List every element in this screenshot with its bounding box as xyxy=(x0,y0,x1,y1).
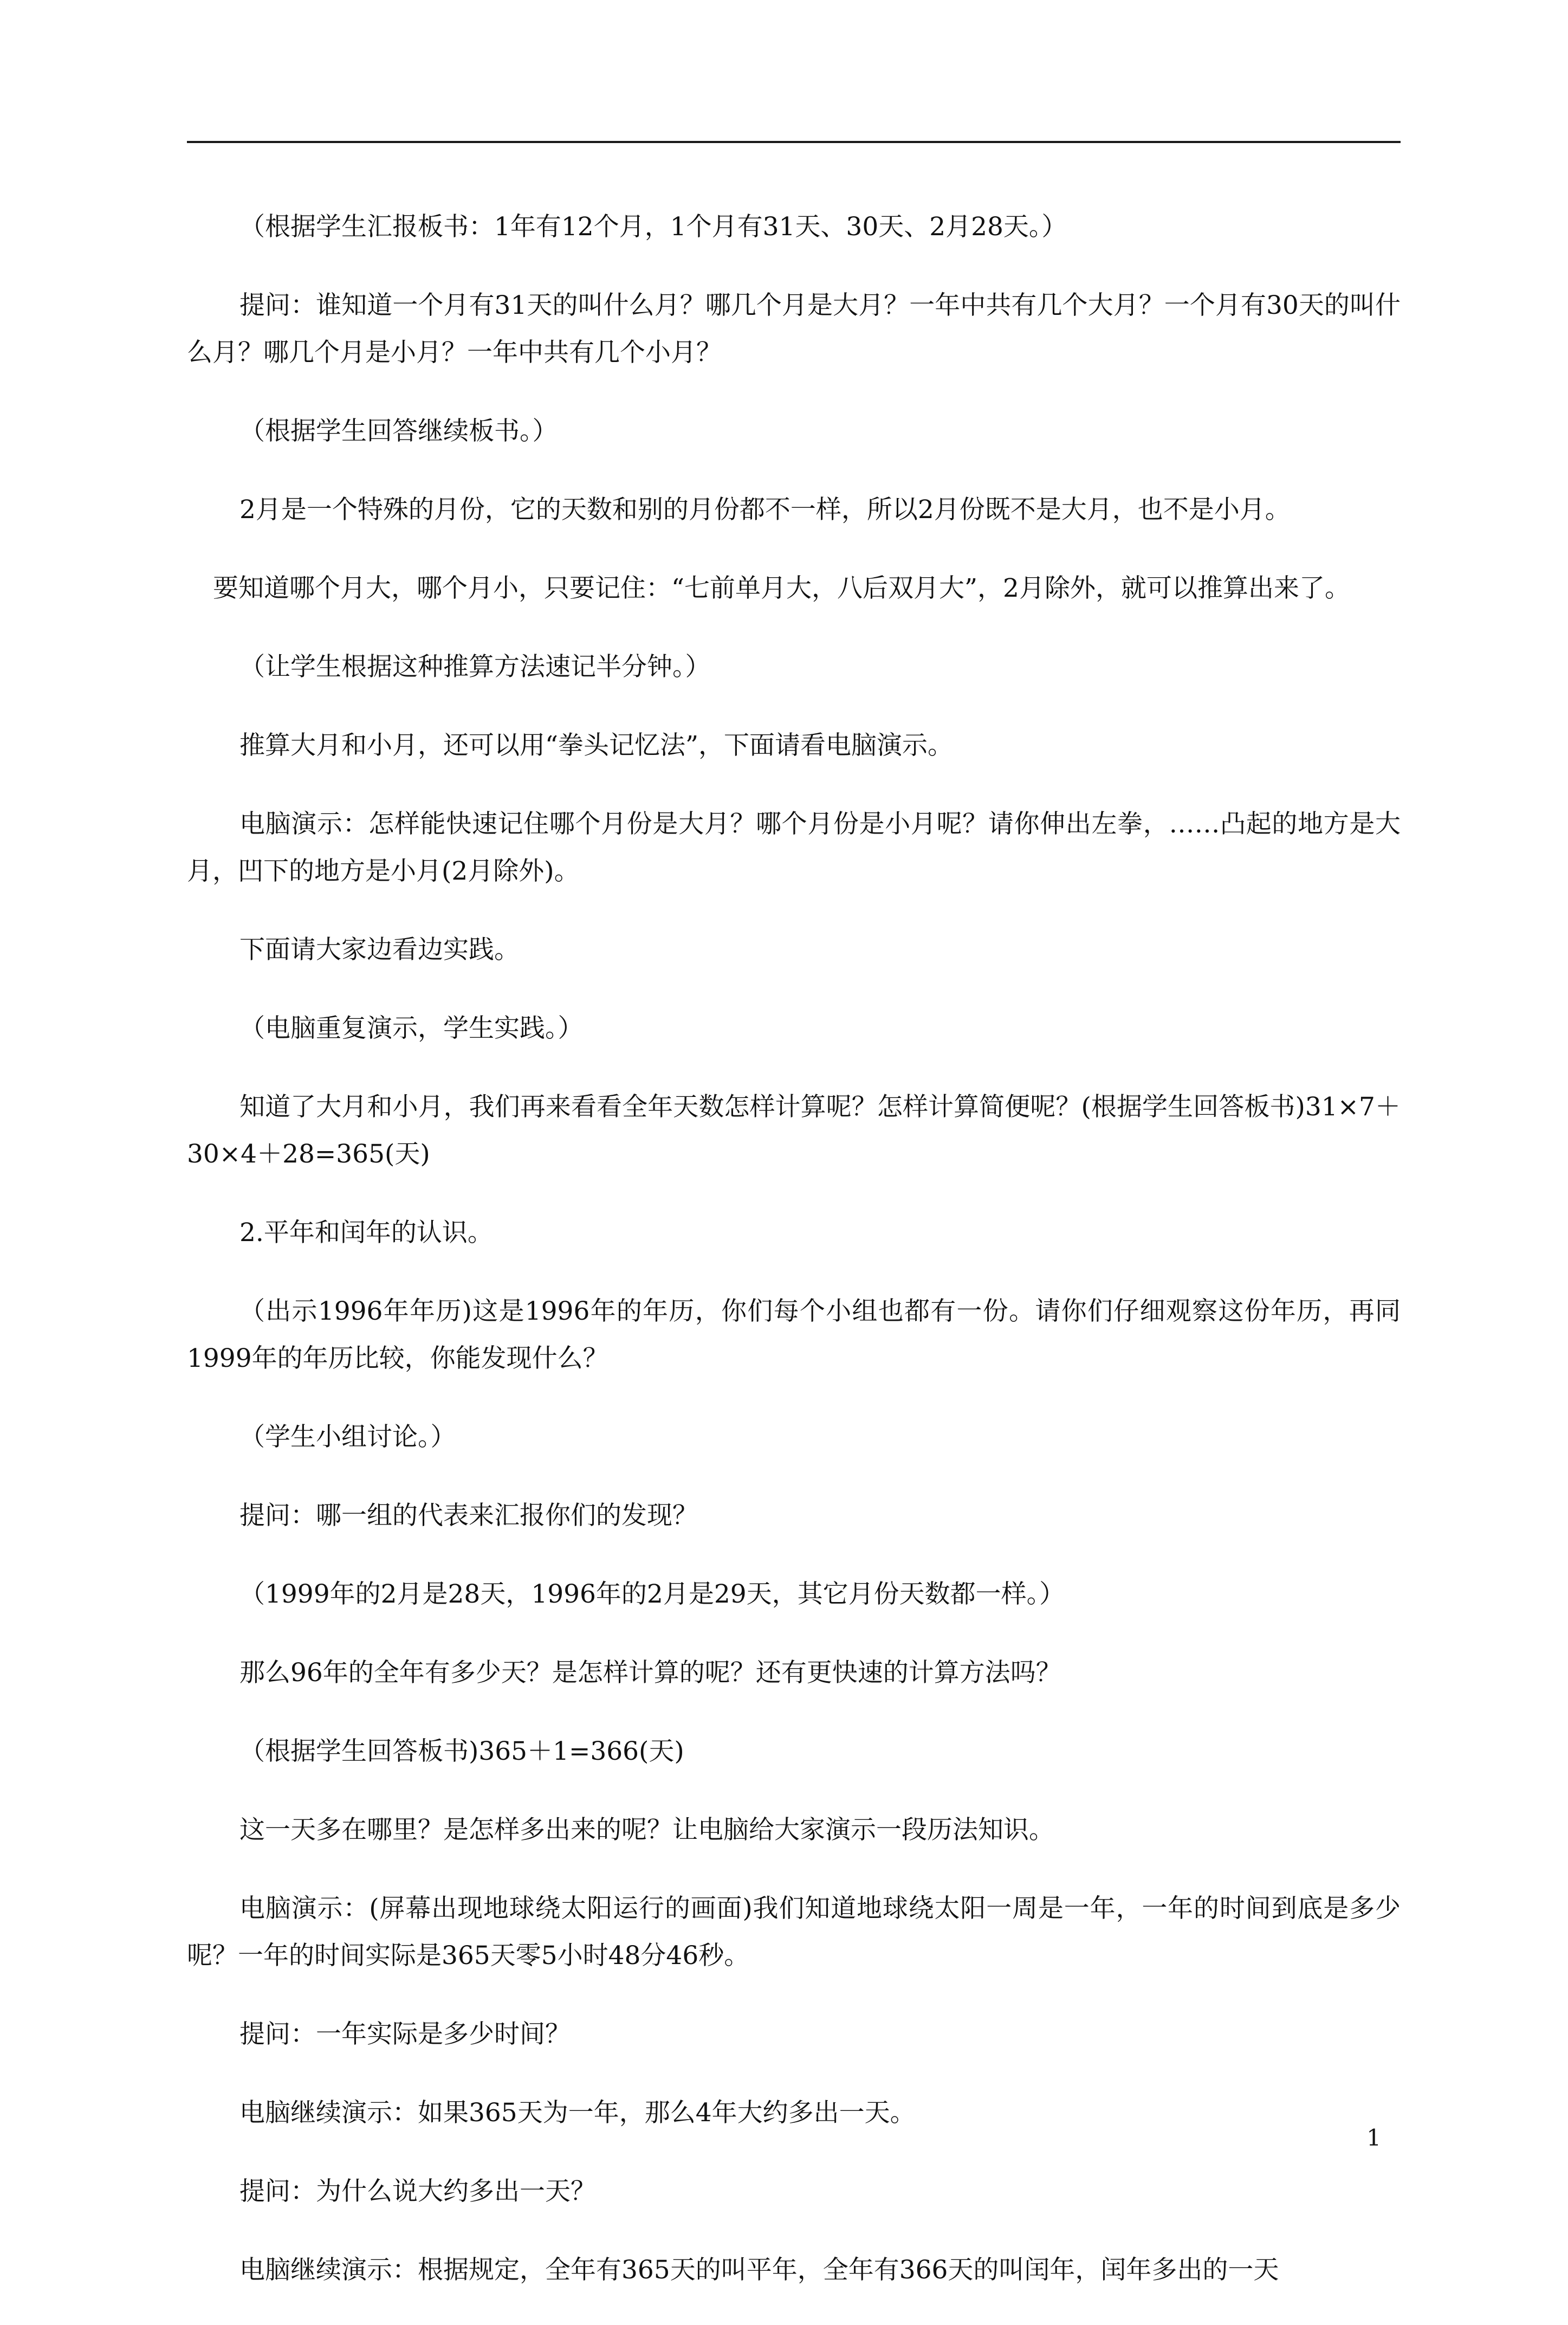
paragraph: 电脑继续演示：如果365天为一年，那么4年大约多出一天。 xyxy=(239,2098,916,2128)
paragraph: （学生小组讨论。） xyxy=(239,1422,456,1452)
paragraph: 提问：哪一组的代表来汇报你们的发现？ xyxy=(239,1501,698,1530)
paragraph: 电脑继续演示：根据规定，全年有365天的叫平年，全年有366天的叫闰年，闰年多出的一天 xyxy=(239,2255,1279,2285)
page-number: 1 xyxy=(1366,2124,1381,2151)
paragraph: 知道了大月和小月，我们再来看看全年天数怎样计算呢？怎样计算简便呢？(根据学生回答板书)31×7＋30×4＋28=365(天) xyxy=(187,1092,1401,1169)
paragraph: 电脑演示：怎样能快速记住哪个月份是大月？哪个月份是小月呢？请你伸出左拳，……凸起的地方是大月，凹下的地方是小月(2月除外)。 xyxy=(187,809,1401,886)
paragraph: （根据学生回答继续板书。） xyxy=(239,416,558,446)
paragraph: （根据学生汇报板书：1年有12个月，1个月有31天、30天、2月28天。） xyxy=(239,212,1067,242)
paragraph: （出示1996年年历)这是1996年的年历，你们每个小组也都有一份。请你们仔细观察这份年历，再同1999年的年历比较，你能发现什么？ xyxy=(187,1296,1401,1373)
paragraph: 电脑演示：(屏幕出现地球绕太阳运行的画面)我们知道地球绕太阳一周是一年，一年的时间到底是多少呢？一年的时间实际是365天零5小时48分46秒。 xyxy=(187,1894,1401,1971)
paragraph: 下面请大家边看边实践。 xyxy=(239,935,520,965)
paragraph: 提问：谁知道一个月有31天的叫什么月？哪几个月是大月？一年中共有几个大月？一个月有30天的叫什么月？哪几个月是小月？一年中共有几个小月？ xyxy=(187,290,1401,367)
paragraph: 推算大月和小月，还可以用“拳头记忆法”，下面请看电脑演示。 xyxy=(239,731,954,760)
paragraph: 要知道哪个月大，哪个月小，只要记住：“七前单月大，八后双月大”，2月除外，就可以推算出来了。 xyxy=(213,573,1350,603)
paragraph: 提问：为什么说大约多出一天？ xyxy=(239,2177,596,2206)
paragraph: （1999年的2月是28天，1996年的2月是29天，其它月份天数都一样。） xyxy=(239,1579,1065,1609)
document-body xyxy=(187,203,1401,2325)
header-rule xyxy=(187,141,1401,143)
paragraph: 那么96年的全年有多少天？是怎样计算的呢？还有更快速的计算方法吗？ xyxy=(239,1658,1061,1688)
paragraph: 2月是一个特殊的月份，它的天数和别的月份都不一样，所以2月份既不是大月，也不是小月。 xyxy=(239,495,1291,525)
paragraph: （电脑重复演示，学生实践。） xyxy=(239,1013,584,1043)
paragraph: 这一天多在哪里？是怎样多出来的呢？让电脑给大家演示一段历法知识。 xyxy=(239,1815,1054,1845)
paragraph: （根据学生回答板书)365＋1=366(天) xyxy=(239,1736,684,1766)
paragraph: （让学生根据这种推算方法速记半分钟。） xyxy=(239,652,711,682)
paragraph: 提问：一年实际是多少时间？ xyxy=(239,2019,571,2049)
section-heading: 2.平年和闰年的认识。 xyxy=(239,1218,493,1248)
